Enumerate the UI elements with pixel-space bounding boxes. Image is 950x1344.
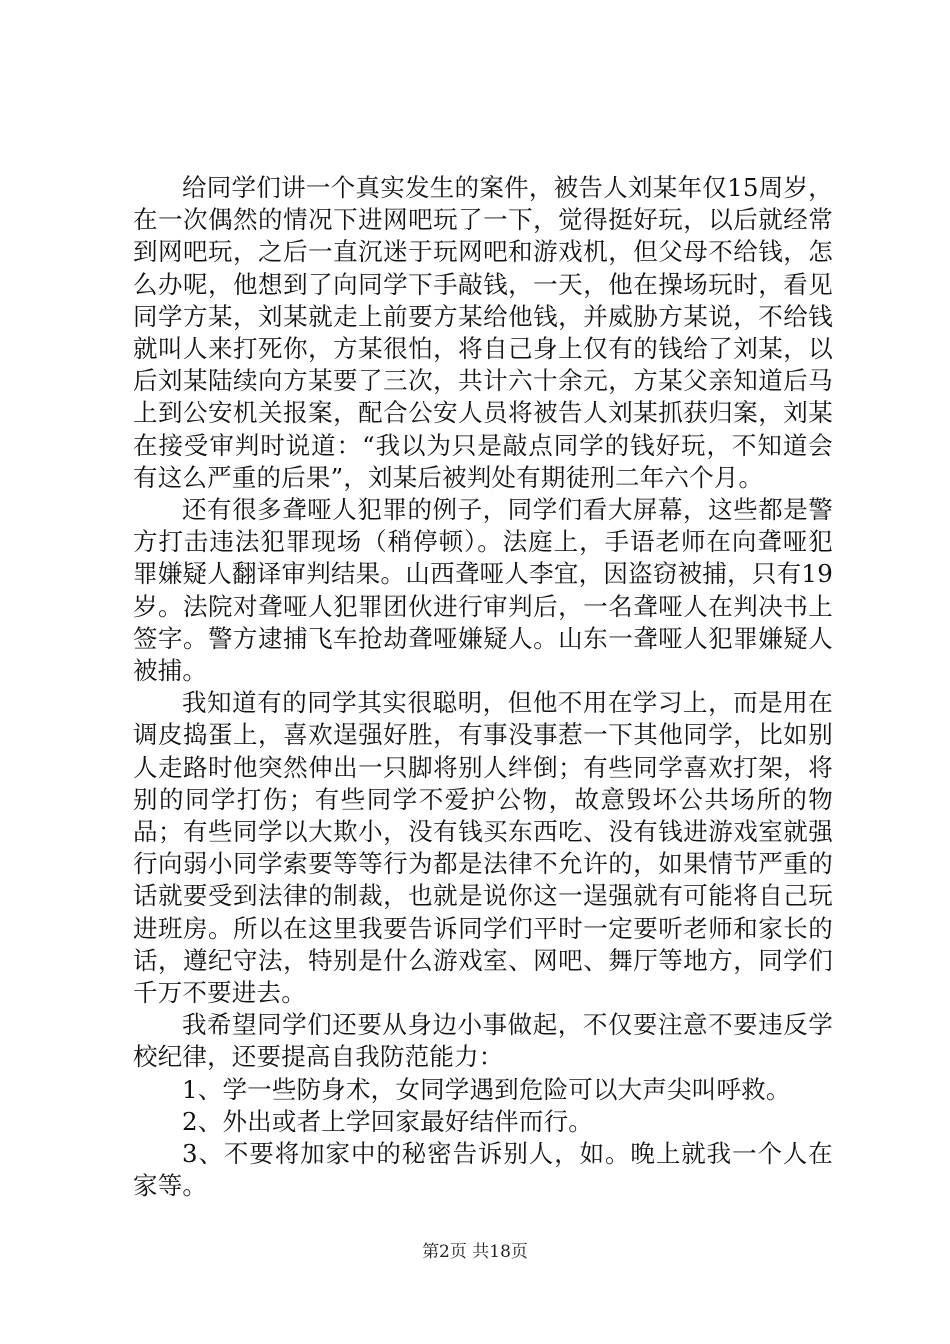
paragraph-case-story: 给同学们讲一个真实发生的案件，被告人刘某年仅15周岁，在一次偶然的情况下进网吧玩了一下，觉得挺好玩，以后就经常到网吧玩，之后一直沉迷于玩网吧和游戏机，但父母不给钱，怎么办呢，他想到了向同学下手敲钱，一天，他在操场玩时，看见同学方某，刘某就走上前要方某给他钱，并威胁方某说，不给钱就叫人来打死你，方某很怕，将自己身上仅有的钱给了刘某，以后刘某陆续向方某要了三次，共计六十余元，方某父亲知道后马上到公安机关报案，配合公安人员将被告人刘某抓获归案，刘某在接受审判时说道：“我以为只是敲点同学的钱好玩，不知道会有这么严重的后果”，刘某后被判处有期徒刑二年六个月。 <box>133 173 833 492</box>
list-item-travel-together: 2、外出或者上学回家最好结伴而行。 <box>182 1106 593 1136</box>
paragraph-deaf-mute-crime: 还有很多聋哑人犯罪的例子，同学们看大屏幕，这些都是警方打击违法犯罪现场（稍停顿）。法庭上，手语老师在向聋哑犯罪嫌疑人翻译审判结果。山西聋哑人李宜，因盗窃被捕，只有19岁。法院对聋哑人犯罪团伙进行审判后，一名聋哑人在判决书上签字。警方逮捕飞车抢劫聋哑嫌疑人。山东一聋哑人犯罪嫌疑人被捕。 <box>133 495 833 686</box>
page-number-footer: 第2页 共18页 <box>422 1242 528 1262</box>
document-body <box>133 172 833 1203</box>
list-item-self-defense: 1、学一些防身术，女同学遇到危险可以大声尖叫呼救。 <box>182 1074 791 1104</box>
list-item-keep-secrets: 3、不要将加家中的秘密告诉别人，如。晚上就我一个人在家等。 <box>133 1139 833 1201</box>
paragraph-student-behavior: 我知道有的同学其实很聪明，但他不用在学习上，而是用在调皮捣蛋上，喜欢逞强好胜，有事没事惹一下其他同学，比如别人走路时他突然伸出一只脚将别人绊倒；有些同学喜欢打架，将别的同学打伤；有些同学不爱护公物，故意毁坏公共场所的物品；有些同学以大欺小，没有钱买东西吃、没有钱进游戏室就强行向弱小同学索要等等行为都是法律不允许的，如果情节严重的话就要受到法律的制裁，也就是说你这一逞强就有可能将自己玩进班房。所以在这里我要告诉同学们平时一定要听老师和家长的话，遵纪守法，特别是什么游戏室、网吧、舞厅等地方，同学们千万不要进去。 <box>133 688 833 1008</box>
paragraph-self-protection-intro: 我希望同学们还要从身边小事做起，不仅要注意不要违反学校纪律，还要提高自我防范能力： <box>133 1010 833 1072</box>
